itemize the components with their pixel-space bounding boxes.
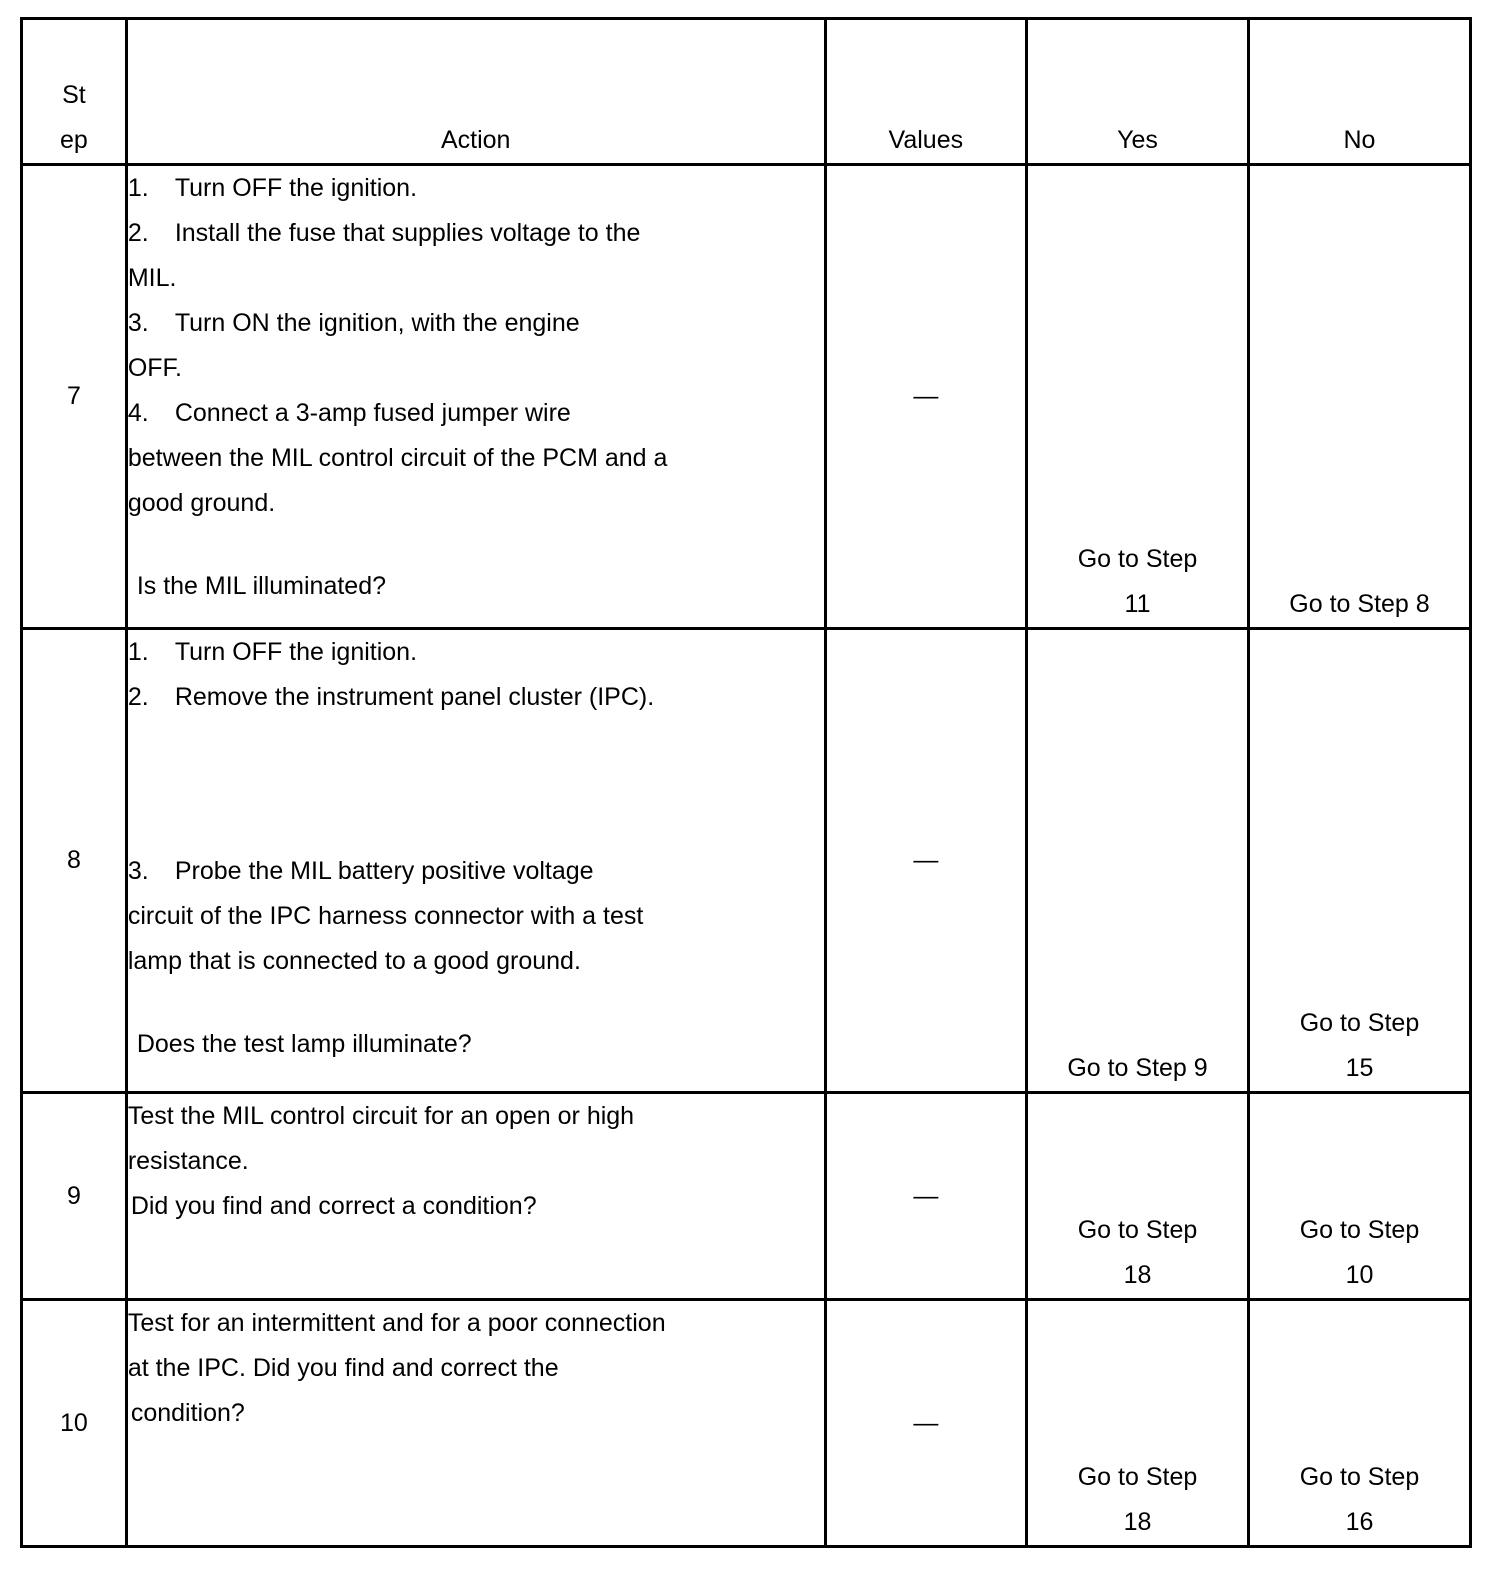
header-no: No (1248, 19, 1470, 165)
action-cell: Test for an intermittent and for a poor connection at the IPC. Did you find and correct the condition? (126, 1300, 825, 1547)
table-row (22, 165, 1471, 629)
table-row (22, 629, 1471, 1093)
table-row (22, 1300, 1471, 1547)
value-cell: — (825, 629, 1026, 1093)
yes-cell: Go to Step 18 (1027, 1300, 1249, 1547)
question-text: Does the test lamp illuminate? (136, 1030, 472, 1058)
header-row (22, 19, 1471, 165)
no-cell: Go to Step 8 (1248, 165, 1470, 629)
action-cell: Test the MIL control circuit for an open or high resistance. Did you find and correct a condition? (126, 1093, 825, 1300)
no-cell: Go to Step 15 (1248, 629, 1470, 1093)
table-row (22, 1093, 1471, 1300)
diagnostic-table (20, 17, 1472, 1548)
no-cell: Go to Step 16 (1248, 1300, 1470, 1547)
question-text: condition? (130, 1399, 245, 1427)
step-number: 8 (22, 629, 127, 1093)
no-cell: Go to Step 10 (1248, 1093, 1470, 1300)
step-number: 9 (22, 1093, 127, 1300)
yes-cell: Go to Step 18 (1027, 1093, 1249, 1300)
yes-cell: Go to Step 11 (1027, 165, 1249, 629)
header-yes: Yes (1027, 19, 1249, 165)
step-number: 10 (22, 1300, 127, 1547)
header-values: Values (825, 19, 1026, 165)
step-number: 7 (22, 165, 127, 629)
value-cell: — (825, 1093, 1026, 1300)
value-cell: — (825, 1300, 1026, 1547)
question-text: Did you find and correct a condition? (130, 1192, 537, 1220)
action-cell: 1. Turn OFF the ignition. 2. Remove the instrument panel cluster (IPC). 3. Probe the MIL battery positive voltage circuit of the IPC harness connector with a test lamp that is connected to a good ground. Does the test lamp illuminate? (126, 629, 825, 1093)
action-cell: 1. Turn OFF the ignition. 2. Install the fuse that supplies voltage to the MIL. 3. Turn ON the ignition, with the engine OFF. 4. Connect a 3-amp fused jumper wire between the MIL control circuit of the PCM and a good ground. Is the MIL illuminated? (126, 165, 825, 629)
question-text: Is the MIL illuminated? (136, 572, 387, 600)
header-action: Action (126, 19, 825, 165)
header-step: St ep (22, 19, 127, 165)
yes-cell: Go to Step 9 (1027, 629, 1249, 1093)
value-cell: — (825, 165, 1026, 629)
